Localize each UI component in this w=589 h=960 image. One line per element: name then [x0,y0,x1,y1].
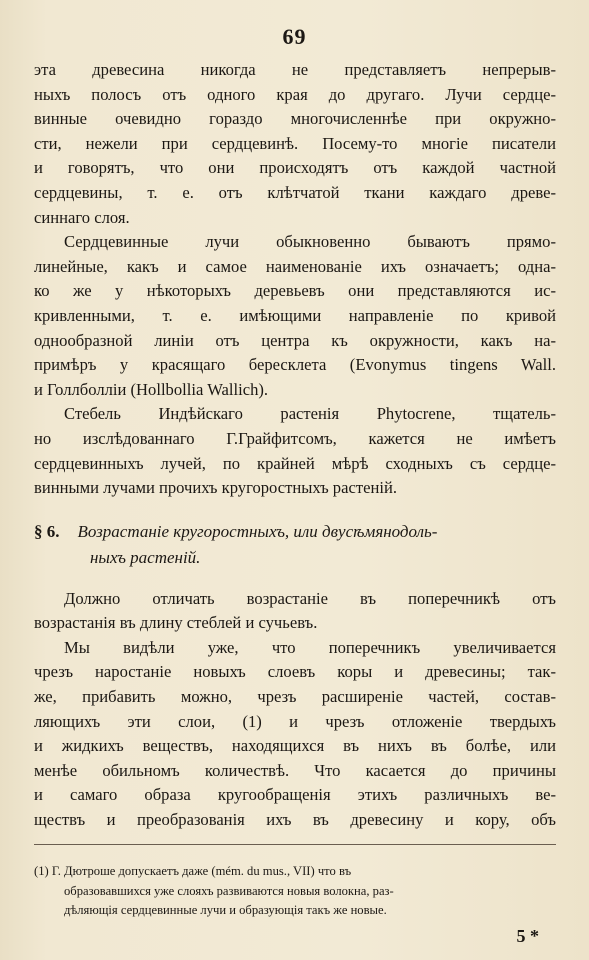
paragraph-5 [34,636,556,833]
text-line: эта древесина никогда не представляетъ непрерыв- [34,60,556,79]
text-line: же, прибавить можно, чрезъ расширеніе частей, состав- [34,687,556,707]
text-line: сти, нежели при сердцевинѣ. Посему-то многіе писатели [34,133,556,153]
text-line: кривленными, т. е. имѣющими направленіе по кривой [34,305,556,325]
text-line: сердцевинныхъ лучей, по крайней мѣрѣ сходныхъ съ сердце- [34,453,556,473]
paragraph-4 [34,587,556,636]
text-line: возрастанія въ длину стеблей и сучьевъ. [34,613,318,633]
text-line: синнаго слоя. [34,207,130,227]
text-line: и жидкихъ веществъ, находящихся въ нихъ въ болѣе, или [34,736,556,756]
text-line: менѣе обильномъ количествѣ. Что касается до причины [34,760,556,780]
page-body [34,58,556,833]
text-line: но изслѣдованнаго Г.Грайфитсомъ, кажется не имѣетъ [34,428,556,448]
page-number: 69 [282,24,307,49]
text-line: винными лучами прочихъ кругоростныхъ растеній. [34,478,397,498]
section-title-continued: ныхъ растеній. [90,547,201,567]
signature-mark: 5 * [516,926,539,946]
footnote-line: образовавшихся уже слояхъ развиваются новыя волокна, раз- [64,883,394,898]
text-line: сердцевины, т. е. отъ клѣтчатой ткани каждаго древе- [34,182,556,202]
text-line: Сердцевинные лучи обыкновенно бываютъ прямо- [64,232,556,252]
text-line: Мы видѣли уже, что поперечникъ увеличивается [64,637,556,657]
section-heading [34,519,556,571]
footnote-line: (1) Г. Дютроше допускаетъ даже (mém. du mus., VII) что въ [34,864,352,878]
footnote-divider [34,844,556,845]
paragraph-1 [34,58,556,230]
footnote-line: дѣляющія сердцевинные лучи и образующія такъ же новые. [64,903,387,917]
text-line: ществъ и преобразованія ихъ въ древесину и кору, объ [34,810,556,830]
text-line: винные очевидно гораздо многочисленнѣе при окружно- [34,109,556,129]
text-line: однообразной линіи отъ центра къ окружности, какъ на- [34,330,556,350]
text-line: чрезъ наростаніе новыхъ слоевъ коры и древесины; так- [34,662,556,682]
section-title: Возрастаніе кругоростныхъ, или двусѣмянодоль- [77,521,438,541]
text-line: линейные, какъ и самое наименованіе ихъ означаетъ; одна- [34,256,556,276]
text-line: и говорятъ, что они происходятъ отъ каждой частной [34,158,556,178]
text-line: Должно отличать возрастаніе въ поперечникѣ отъ [64,588,556,608]
text-line: ляющихъ эти слои, (1) и чрезъ отложеніе твердыхъ [34,711,556,731]
text-line: примѣръ у красящаго бересклета (Evonymus tingens Wall. [34,355,556,375]
text-line: Стебель Индѣйскаго растенія Phytocrene, тщатель- [64,404,556,424]
section-heading-line [34,519,556,545]
text-line: и самаго образа кругообращенія этихъ различныхъ ве- [34,785,556,805]
text-line: и Голлболліи (Hollbollia Wallich). [34,379,269,399]
text-line: ныхъ полосъ отъ одного края до другаго. Лучи сердце- [34,84,556,104]
spacer [34,571,556,587]
paragraph-3 [34,402,556,500]
footnote [34,862,556,921]
section-number: § 6. [34,521,60,541]
paragraph-2 [34,230,556,402]
text-line: ко же у нѣкоторыхъ деревьевъ они представляются ис- [34,281,556,301]
